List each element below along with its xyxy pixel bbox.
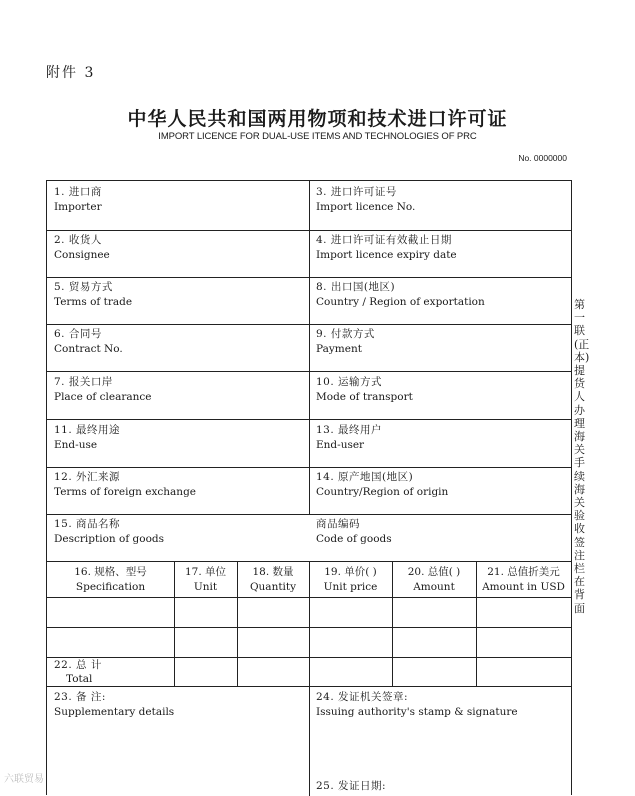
field-end-use[interactable] xyxy=(54,423,120,453)
header-label-en: Unit price xyxy=(323,581,378,593)
field-goods-code[interactable] xyxy=(316,517,392,547)
field-label-en: Country / Region of exportation xyxy=(316,296,485,308)
field-label-zh: 5. 贸易方式 xyxy=(54,281,113,293)
goods-header-unit xyxy=(174,565,237,595)
header-label-zh: 19. 单价( ) xyxy=(324,566,377,578)
header-label-zh: 16. 规格、型号 xyxy=(74,566,147,578)
field-label-zh: 9. 付款方式 xyxy=(316,328,375,340)
goods-header-amount-usd xyxy=(476,565,571,595)
header-label-zh: 20. 总值( ) xyxy=(407,566,461,578)
field-issuing-stamp[interactable] xyxy=(316,690,518,720)
remarks-label-zh: 23. 备 注: xyxy=(54,691,106,703)
serial-number: No. 0000000 xyxy=(518,153,567,163)
field-label-zh: 商品编码 xyxy=(316,518,360,530)
field-transport-mode[interactable] xyxy=(316,375,413,405)
goods-header-specification xyxy=(47,565,174,595)
field-origin-country[interactable] xyxy=(316,470,448,500)
stamp-label-en: Issuing authority's stamp & signature xyxy=(316,706,518,718)
column-divider xyxy=(309,686,310,796)
field-foreign-exchange[interactable] xyxy=(54,470,196,500)
remarks-label-en: Supplementary details xyxy=(54,706,175,718)
field-label-en: Contract No. xyxy=(54,343,123,355)
field-end-user[interactable] xyxy=(316,423,382,453)
field-expiry-date[interactable] xyxy=(316,233,457,263)
total-label-zh: 22. 总 计 xyxy=(54,659,102,671)
annex-label: 附件 3 xyxy=(46,65,96,81)
field-issue-date[interactable] xyxy=(316,779,386,794)
field-label-en: Description of goods xyxy=(54,533,165,545)
field-label-en: End-user xyxy=(316,439,365,451)
field-contract-no[interactable] xyxy=(54,327,123,357)
form-subtitle: IMPORT LICENCE FOR DUAL-USE ITEMS AND TECHNOLOGIES OF PRC xyxy=(158,131,477,142)
header-label-en: Amount xyxy=(413,581,455,593)
field-remarks[interactable] xyxy=(54,690,174,720)
field-label-zh: 3. 进口许可证号 xyxy=(316,186,397,198)
field-terms-of-trade[interactable] xyxy=(54,280,132,310)
field-label-zh: 12. 外汇来源 xyxy=(54,471,121,483)
field-label-en: Importer xyxy=(54,201,102,213)
field-label-zh: 10. 运输方式 xyxy=(316,376,383,388)
goods-row[interactable] xyxy=(47,628,571,657)
field-consignee[interactable] xyxy=(54,233,110,263)
goods-header-unit-price xyxy=(309,565,392,595)
row-divider xyxy=(47,514,571,515)
side-note: 第一联(正本)提货人办理海关手续 海关验收签注栏在背面 xyxy=(574,298,590,615)
field-label-en: Payment xyxy=(316,343,362,355)
field-label-zh: 13. 最终用户 xyxy=(316,424,383,436)
field-label-en: Terms of foreign exchange xyxy=(54,486,197,498)
goods-row[interactable] xyxy=(47,598,571,627)
goods-header-amount xyxy=(392,565,476,595)
form-title: 中华人民共和国两用物项和技术进口许可证 xyxy=(127,108,508,130)
field-label-zh: 8. 出口国(地区) xyxy=(316,281,396,293)
field-label-en: Import licence expiry date xyxy=(316,249,457,261)
goods-header-quantity xyxy=(237,565,309,595)
header-label-zh: 17. 单位 xyxy=(184,566,227,578)
header-label-zh: 18. 数量 xyxy=(252,566,294,578)
field-label-zh: 6. 合同号 xyxy=(54,328,102,340)
field-label-en: Terms of trade xyxy=(54,296,133,308)
field-licence-no[interactable] xyxy=(316,185,415,215)
field-label-zh: 14. 原产地国(地区) xyxy=(316,471,414,483)
field-goods-description[interactable] xyxy=(54,517,164,547)
header-label-en: Quantity xyxy=(249,581,297,593)
field-label-zh: 2. 收货人 xyxy=(54,234,102,246)
header-label-zh: 21. 总值折美元 xyxy=(487,566,560,578)
field-label-zh: 7. 报关口岸 xyxy=(54,376,113,388)
field-label-zh: 15. 商品名称 xyxy=(54,518,121,530)
stamp-label-zh: 24. 发证机关签章: xyxy=(316,691,409,703)
header-label-en: Specification xyxy=(75,581,146,593)
field-label-zh: 11. 最终用途 xyxy=(54,424,121,436)
issue-date-label-zh: 25. 发证日期: xyxy=(316,780,387,792)
column-divider xyxy=(309,181,310,514)
total-row[interactable] xyxy=(54,658,102,686)
field-importer[interactable] xyxy=(54,185,102,215)
field-label-en: Country/Region of origin xyxy=(316,486,449,498)
field-label-zh: 1. 进口商 xyxy=(54,186,102,198)
field-label-en: Code of goods xyxy=(316,533,392,545)
field-payment[interactable] xyxy=(316,327,375,357)
watermark: 六联贸易 xyxy=(4,774,44,785)
field-label-en: End-use xyxy=(54,439,98,451)
header-label-en: Amount in USD xyxy=(482,581,565,593)
field-export-country[interactable] xyxy=(316,280,485,310)
field-label-en: Import licence No. xyxy=(316,201,416,213)
licence-form xyxy=(46,180,572,795)
total-label-en: Total xyxy=(66,673,93,685)
field-label-zh: 4. 进口许可证有效截止日期 xyxy=(316,234,452,246)
field-label-en: Mode of transport xyxy=(316,391,413,403)
header-label-en: Unit xyxy=(193,581,218,593)
field-place-of-clearance[interactable] xyxy=(54,375,152,405)
field-label-en: Place of clearance xyxy=(54,391,152,403)
field-label-en: Consignee xyxy=(54,249,110,261)
